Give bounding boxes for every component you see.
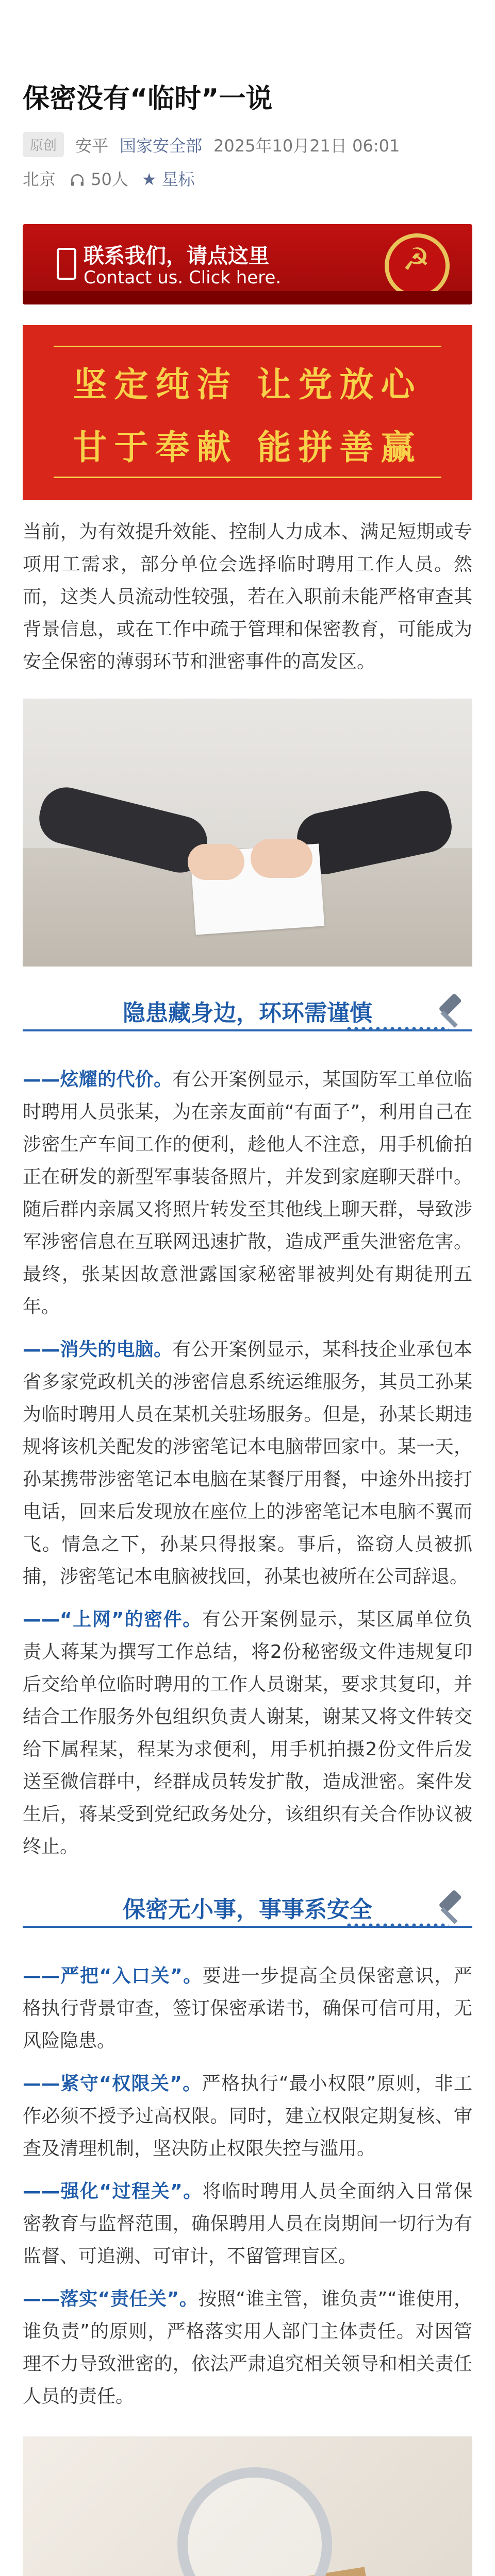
section-title: 隐患藏身边，环环需谨慎: [123, 1000, 372, 1026]
author-name: 安平: [75, 135, 109, 156]
emblem-icon: [385, 233, 450, 298]
photo-hand-right: [251, 839, 312, 878]
section-header-2: [0, 1872, 495, 1950]
measure-lead: ——落实“责任关”。: [23, 2289, 199, 2310]
measure-item: [23, 2067, 472, 2165]
slogan-line-1: 坚定纯洁 让党放心: [73, 364, 422, 404]
contact-banner-title: 联系我们，请点这里: [84, 244, 269, 268]
star-icon: ★: [141, 170, 157, 189]
photo-hand-left: [188, 844, 244, 880]
slogan-bottom-rule: [54, 477, 441, 478]
measure-text: 要进一步提高全员保密意识，严格执行背景审查，签订保密承诺书，确保可信可用，无风险隐患。: [23, 1965, 472, 2052]
measure-text: 严格执行“最小权限”原则，非工作必须不授予过高权限。同时，建立权限定期复核、审查及清理机制，坚决防止权限失控与滥用。: [23, 2073, 472, 2159]
case-lead: ——消失的电脑。: [23, 1339, 173, 1360]
measure-lead: ——严把“入口关”。: [23, 1965, 203, 1987]
case-lead: ——“上网”的密件。: [23, 1609, 202, 1630]
account-link[interactable]: 国家安全部: [120, 135, 203, 156]
listen-count[interactable]: [69, 166, 128, 190]
measure-text: 按照“谁主管，谁负责”“谁使用，谁负责”的原则，严格落实用人部门主体责任。对因管理不力导致泄密的，依法严肃追究相关领导和相关责任人员的责任。: [23, 2289, 473, 2407]
measure-lead: ——强化“过程关”。: [23, 2181, 203, 2202]
gavel-icon: [427, 1886, 471, 1930]
magnifier-photo: [23, 2436, 472, 2576]
phone-icon: [57, 248, 76, 280]
measure-item: [23, 2283, 472, 2413]
slogan-banner: [23, 325, 472, 500]
case-item: [23, 1333, 472, 1593]
slogan-line-2: 甘于奉献 能拼善赢: [73, 427, 422, 467]
publish-date: 2025年10月21日 06:01: [213, 135, 400, 156]
case-item: [23, 1063, 472, 1323]
contact-banner[interactable]: [23, 224, 472, 304]
intro-paragraph: 当前，为有效提升效能、控制人力成本、满足短期或专项用工需求，部分单位会选择临时聘用工作人员。然而，这类人员流动性较强，若在入职前未能严格审查其背景信息，或在工作中疏于管理和保密教育，可能成为安全保密的薄弱环节和泄密事件的高发区。: [23, 521, 472, 672]
contact-banner-subtitle: Contact us. Click here.: [84, 267, 282, 288]
slogan-top-rule: [54, 346, 441, 347]
article-meta-secondary: [23, 166, 472, 190]
photo-magnifier-lens: [177, 2467, 332, 2576]
measure-lead: ——紧守“权限关”。: [23, 2073, 202, 2094]
location-label: 北京: [23, 170, 56, 189]
case-text: 有公开案例显示，某科技企业承包本省多家党政机关的涉密信息系统运维服务，其员工孙某为临时聘用人员在某机关驻场服务。但是，孙某长期违规将该机关配发的涉密笔记本电脑带回家中。某一天，孙某携带涉密笔记本电脑在某餐厅用餐，中途外出接打电话，回来后发现放在座位上的涉密笔记本电脑不翼而飞。情急之下，孙某只得报案。事后，盗窃人员被抓捕，涉密笔记本电脑被找回，孙某也被所在公司辞退。: [23, 1339, 472, 1587]
section-header-1: [0, 976, 495, 1053]
case-lead: ——炫耀的代价。: [23, 1069, 173, 1090]
listen-count-text: 50人: [91, 170, 128, 189]
star-label: 星标: [161, 170, 195, 189]
measure-text: 将临时聘用人员全面纳入日常保密教育与监督范围，确保聘用人员在岗期间一切行为有监督、可追溯、可审计，不留管理盲区。: [23, 2181, 472, 2267]
original-badge: 原创: [23, 132, 64, 157]
gavel-icon: [427, 989, 471, 1033]
headphone-icon: [69, 172, 86, 189]
section-title: 保密无小事，事事系安全: [123, 1896, 372, 1923]
article-meta: [23, 132, 472, 157]
article-title: 保密没有“临时”一说: [23, 83, 273, 114]
case-item: [23, 1603, 472, 1863]
banner-stripe: [23, 291, 472, 304]
handshake-photo: [23, 699, 472, 967]
case-text: 有公开案例显示，某区属单位负责人蒋某为撰写工作总结，将2份秘密级文件违规复印后交给单位临时聘用的工作人员谢某，要求其复印，并结合工作服务外包组织负责人谢某，谢某又将文件转交给下属程某，程某为求便利，用手机拍摄2份文件后发送至微信群中，经群成员转发扩散，造成泄密。案件发生后，蒋某受到党纪政务处分，该组织有关合作协议被终止。: [23, 1609, 472, 1857]
measure-item: [23, 2175, 472, 2273]
measure-item: [23, 1960, 472, 2057]
case-text: 有公开案例显示，某国防军工单位临时聘用人员张某，为在亲友面前“有面子”，利用自己在涉密生产车间工作的便利，趁他人不注意，用手机偷拍正在研发的新型军事装备照片，并发到家庭聊天群中。随后群内亲属又将照片转发至其他线上聊天群，导致涉军涉密信息在互联网迅速扩散，造成严重失泄密危害。最终，张某因故意泄露国家秘密罪被判处有期徒刑五年。: [23, 1069, 472, 1317]
star-button[interactable]: [142, 166, 195, 190]
